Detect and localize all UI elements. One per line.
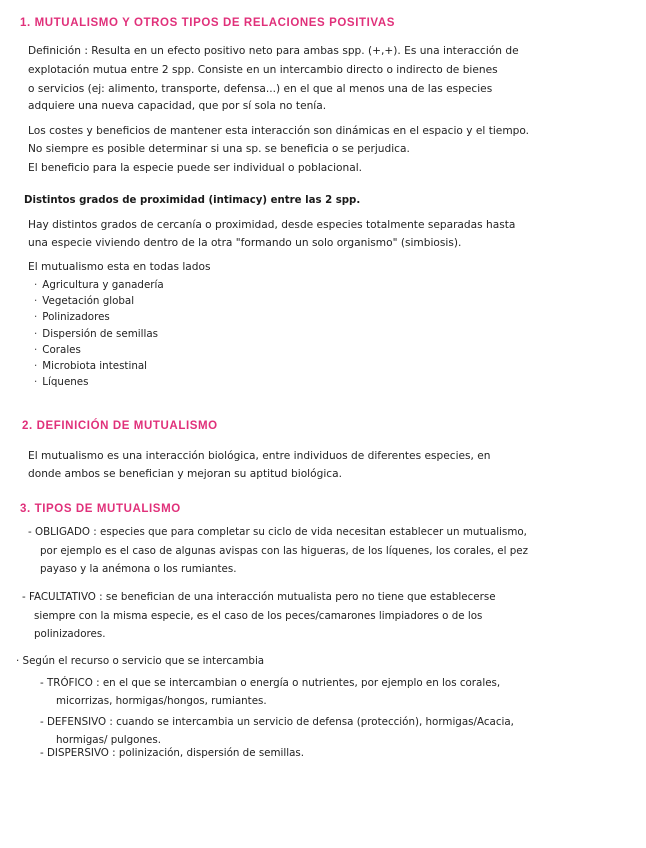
section3-heading: 3. TIPOS DE MUTUALISMO (20, 503, 181, 515)
list-item: · Corales (34, 342, 164, 358)
facultativo-line-1: - FACULTATIVO : se benefician de una interacción mutualista pero no tiene que establecerse (22, 590, 496, 604)
facultativo-line-3: polinizadores. (34, 628, 106, 640)
dispersivo-line: - DISPERSIVO : polinización, dispersión de semillas. (40, 746, 304, 760)
recurso-line: · Según el recurso o servicio que se intercambia (16, 654, 264, 668)
proximity-line-2: una especie viviendo dentro de la otra "formando un solo organismo" (simbiosis). (28, 237, 462, 249)
definition2-line-2: donde ambos se benefician y mejoran su aptitud biológica. (28, 468, 342, 480)
proximity-line-1: Hay distintos grados de cercanía o proximidad, desde especies totalmente separadas hasta (28, 219, 516, 231)
everywhere-line: El mutualismo esta en todas lados (28, 261, 211, 273)
list-item: · Líquenes (34, 374, 164, 390)
list-item: · Agricultura y ganadería (34, 277, 164, 293)
benefit-scope-line: El beneficio para la especie puede ser individual o poblacional. (28, 162, 363, 174)
definition-line-2: explotación mutua entre 2 spp. Consiste en un intercambio directo o indirecto de bienes (28, 64, 498, 76)
obligado-line-2: por ejemplo es el caso de algunas avispas con las higueras, de los líquenes, los corales, el pez (40, 545, 528, 557)
list-item: · Polinizadores (34, 309, 164, 325)
defensivo-line-2: hormigas/ pulgones. (56, 734, 161, 746)
facultativo-line-2: siempre con la misma especie, es el caso de los peces/camarones limpiadores o de los (34, 610, 483, 622)
trofico-line-1: - TRÓFICO : en el que se intercambian o energía o nutrientes, por ejemplo en los corales, (40, 676, 500, 690)
benefit-undetermined-line: No siempre es posible determinar si una sp. se beneficia o se perjudica. (28, 143, 410, 155)
obligado-line-3: payaso y la anémona o los rumiantes. (40, 563, 237, 575)
list-item: · Dispersión de semillas (34, 326, 164, 342)
trofico-line-2: micorrizas, hormigas/hongos, rumiantes. (56, 695, 267, 707)
list-item: · Microbiota intestinal (34, 358, 164, 374)
defensivo-line-1: - DEFENSIVO : cuando se intercambia un servicio de defensa (protección), hormigas/Acacia, (40, 715, 514, 729)
definition2-line-1: El mutualismo es una interacción biológica, entre individuos de diferentes especies, en (28, 450, 491, 462)
obligado-line-1: - OBLIGADO : especies que para completar su ciclo de vida necesitan establecer un mutualismo, (28, 525, 527, 539)
definition-line-1: Definición : Resulta en un efecto positivo neto para ambas spp. (+,+). Es una interacción de (28, 45, 519, 57)
proximity-subheading: Distintos grados de proximidad (intimacy) entre las 2 spp. (24, 195, 361, 206)
costs-line: Los costes y beneficios de mantener esta interacción son dinámicas en el espacio y el tiempo. (28, 125, 530, 137)
list-item: · Vegetación global (34, 293, 164, 309)
definition-line-3: o servicios (ej: alimento, transporte, defensa...) en el que al menos una de las especies (28, 83, 493, 95)
section2-heading: 2. DEFINICIÓN DE MUTUALISMO (22, 420, 218, 432)
section1-heading: 1. MUTUALISMO Y OTROS TIPOS DE RELACIONES POSITIVAS (20, 17, 396, 29)
definition-line-4: adquiere una nueva capacidad, que por sí sola no tenía. (28, 100, 327, 112)
mutualism-examples-list (34, 277, 164, 390)
